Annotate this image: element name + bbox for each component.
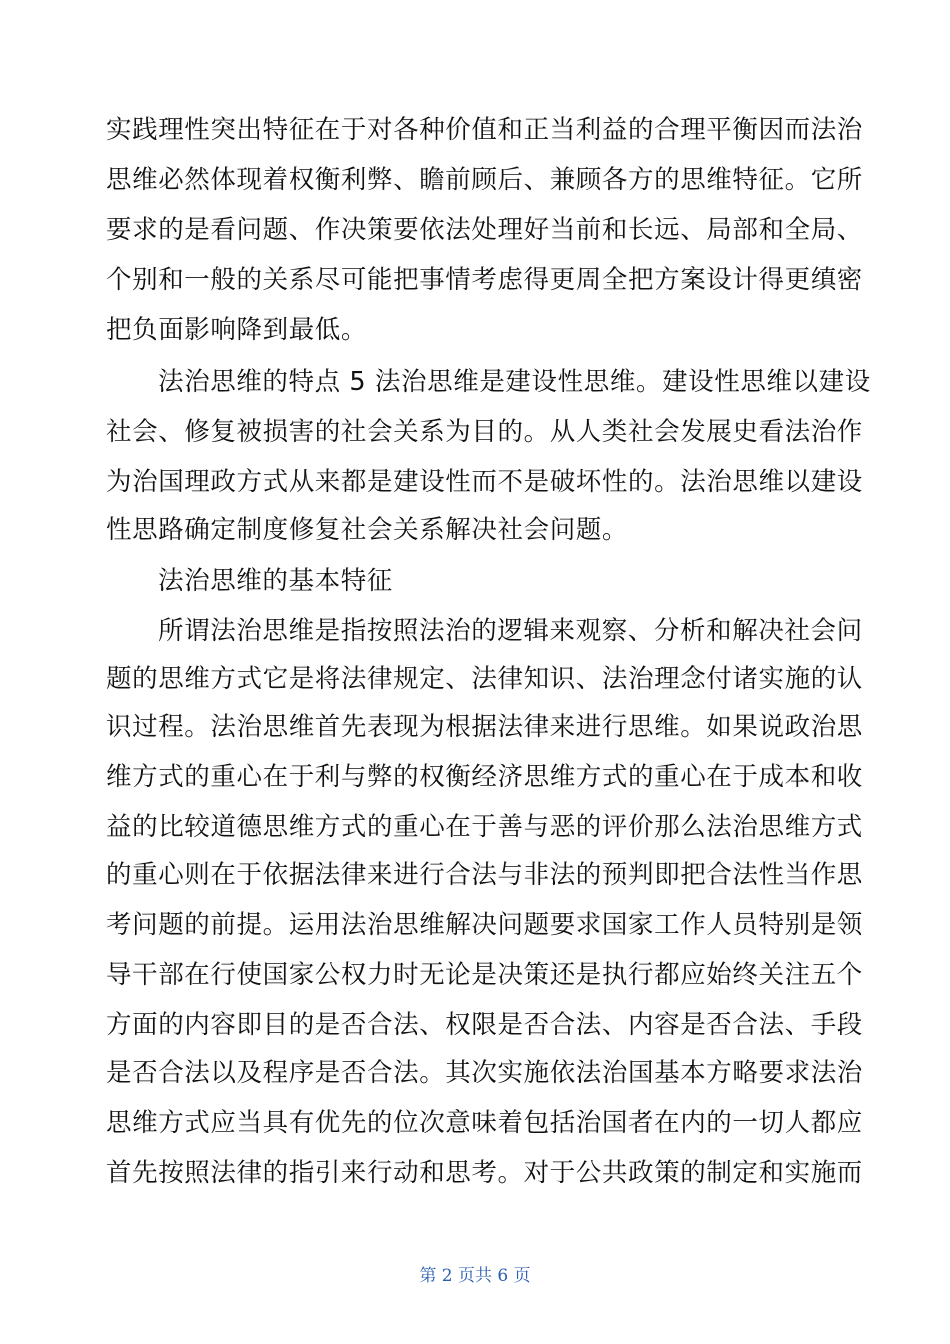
body-text-line: 性思路确定制度修复社会关系解决社会问题。 bbox=[106, 515, 629, 545]
body-text-line: 识过程。法治思维首先表现为根据法律来进行思维。如果说政治思 bbox=[106, 712, 863, 742]
section-heading: 法治思维的基本特征 bbox=[158, 566, 393, 596]
body-text-line: 要求的是看问题、作决策要依法处理好当前和长远、局部和全局、 bbox=[106, 215, 863, 245]
body-text-line: 首先按照法律的指引来行动和思考。对于公共政策的制定和实施而 bbox=[106, 1158, 863, 1188]
body-text-line: 考问题的前提。运用法治思维解决问题要求国家工作人员特别是领 bbox=[106, 910, 863, 940]
body-text-line: 导干部在行使国家公权力时无论是决策还是执行都应始终关注五个 bbox=[106, 960, 863, 990]
body-text-line: 维方式的重心在于利与弊的权衡经济思维方式的重心在于成本和收 bbox=[106, 762, 863, 792]
body-text-line: 益的比较道德思维方式的重心在于善与恶的评价那么法治思维方式 bbox=[106, 812, 863, 842]
body-text-line: 是否合法以及程序是否合法。其次实施依法治国基本方略要求法治 bbox=[106, 1058, 863, 1088]
paragraph-start-line: 所谓法治思维是指按照法治的逻辑来观察、分析和解决社会问 bbox=[158, 616, 863, 646]
body-text-line: 实践理性突出特征在于对各种价值和正当利益的合理平衡因而法治 bbox=[106, 115, 863, 145]
body-text-line: 个别和一般的关系尽可能把事情考虑得更周全把方案设计得更缜密 bbox=[106, 265, 863, 295]
paragraph-start-line: 法治思维的特点 5 法治思维是建设性思维。建设性思维以建设 bbox=[158, 367, 871, 397]
body-text-line: 的重心则在于依据法律来进行合法与非法的预判即把合法性当作思 bbox=[106, 860, 863, 890]
body-text-line: 思维必然体现着权衡利弊、瞻前顾后、兼顾各方的思维特征。它所 bbox=[106, 165, 863, 195]
body-text-line: 社会、修复被损害的社会关系为目的。从人类社会发展史看法治作 bbox=[106, 417, 863, 447]
body-text-line: 为治国理政方式从来都是建设性而不是破坏性的。法治思维以建设 bbox=[106, 467, 863, 497]
body-text-line: 思维方式应当具有优先的位次意味着包括治国者在内的一切人都应 bbox=[106, 1108, 863, 1138]
body-text-line: 方面的内容即目的是否合法、权限是否合法、内容是否合法、手段 bbox=[106, 1010, 863, 1040]
page-number-footer: 第 2 页共 6 页 bbox=[419, 1266, 531, 1286]
body-text-line: 题的思维方式它是将法律规定、法律知识、法治理念付诸实施的认 bbox=[106, 664, 863, 694]
body-text-line: 把负面影响降到最低。 bbox=[106, 315, 368, 345]
